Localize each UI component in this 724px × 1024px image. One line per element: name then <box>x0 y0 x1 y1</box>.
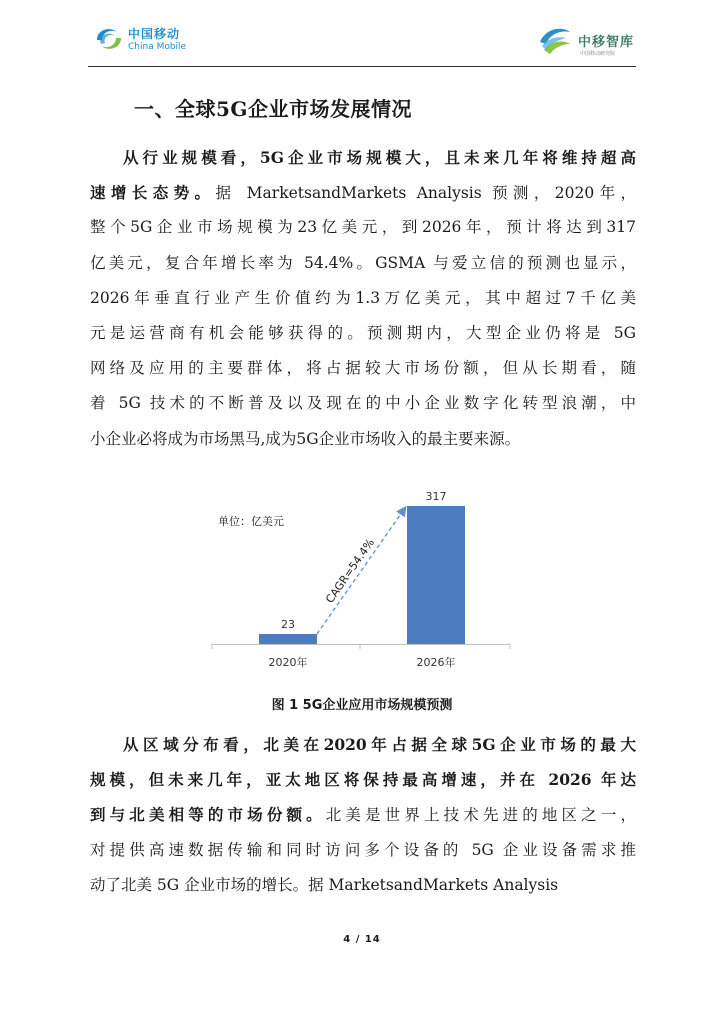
paragraph-industry-scale <box>90 140 636 457</box>
bar-2020年 <box>259 634 317 644</box>
bold-text: 从区域分布看，北美在2020年占据全球5G企业市场的最大 <box>123 735 636 754</box>
normal-text: 元是运营商有机会能够获得的。预测期内，大型企业仍将是 5G <box>90 323 636 342</box>
china-mobile-logo-icon <box>93 24 125 54</box>
paragraph-line <box>90 281 636 316</box>
cagr-annotation: CAGR=54.4% <box>323 536 378 606</box>
cagr-arrow <box>317 508 405 634</box>
bold-text: 从行业规模看，5G企业市场规模大，且未来几年将维持超高 <box>123 148 636 167</box>
figure-caption: 图 1 5G企业应用市场规模预测 <box>271 698 453 713</box>
paragraph-line <box>90 316 636 351</box>
normal-text: 着 5G 技术的不断普及以及现在的中小企业数字化转型浪潮，中 <box>90 394 636 413</box>
paragraph-line <box>90 727 636 762</box>
normal-text: 网络及应用的主要群体，将占据较大市场份额，但从长期看，随 <box>90 359 636 378</box>
normal-text: 亿美元，复合年增长率为 54.4%。GSMA 与爱立信的预测也显示， <box>90 253 636 272</box>
paragraph-line <box>90 386 636 421</box>
paragraph-line <box>90 797 636 832</box>
x-tick-label: 2026年 <box>416 656 456 669</box>
bold-text: 速增长态势。 <box>90 183 216 203</box>
page-header <box>0 0 724 70</box>
paragraph-line <box>90 422 636 457</box>
normal-text: 动了北美 5G 企业市场的增长。据 MarketsandMarkets Analysis <box>90 875 559 894</box>
think-tank-logo-cn: 中移智库 <box>578 35 635 50</box>
paragraph-line <box>90 762 636 797</box>
bold-text: 规模，但未来几年，亚太地区将保持最高增速，并在 2026 年达 <box>90 770 636 790</box>
chart-canvas <box>200 478 530 674</box>
paragraph-line <box>90 246 636 281</box>
paragraph-regional-distribution <box>90 727 636 903</box>
cmri-think-tank-logo <box>536 20 646 60</box>
bar-2026年 <box>407 506 465 644</box>
normal-text: 2026年垂直行业产生价值约为1.3万亿美元，其中超过7千亿美 <box>90 288 636 307</box>
paragraph-line <box>90 175 636 210</box>
paragraph-line <box>90 210 636 245</box>
china-mobile-logo-en: China Mobile <box>128 42 187 52</box>
chart-unit-label: 单位：亿美元 <box>218 515 284 528</box>
paragraph-line <box>90 868 636 903</box>
paragraph-line <box>90 351 636 386</box>
normal-text: 据 MarketsandMarkets Analysis 预测，2020年， <box>215 184 636 203</box>
think-tank-logo-sub: 中国移动研究院 <box>580 51 616 57</box>
page-number: 4 / 14 <box>343 934 381 945</box>
normal-text: 北美是世界上技术先进的地区之一， <box>325 806 636 825</box>
paragraph-line <box>90 140 636 175</box>
normal-text: 整个5G企业市场规模为23亿美元，到2026年，预计将达到317 <box>90 218 636 237</box>
bar-value-label: 23 <box>281 617 295 631</box>
normal-text: 小企业必将成为市场黑马,成为5G企业市场收入的最主要来源。 <box>90 429 521 448</box>
china-mobile-logo <box>93 22 203 58</box>
x-tick-label: 2020年 <box>268 656 308 669</box>
section-title: 一、全球5G企业市场发展情况 <box>134 97 412 121</box>
normal-text: 对提供高速数据传输和同时访问多个设备的 5G 企业设备需求推 <box>90 840 636 859</box>
paragraph-line <box>90 833 636 868</box>
bold-text: 到与北美相等的市场份额。 <box>90 805 326 825</box>
market-size-chart <box>200 478 530 674</box>
header-divider <box>88 66 636 67</box>
bar-value-label: 317 <box>425 490 447 503</box>
think-tank-logo-icon <box>536 20 574 58</box>
china-mobile-logo-cn: 中国移动 <box>128 27 181 41</box>
